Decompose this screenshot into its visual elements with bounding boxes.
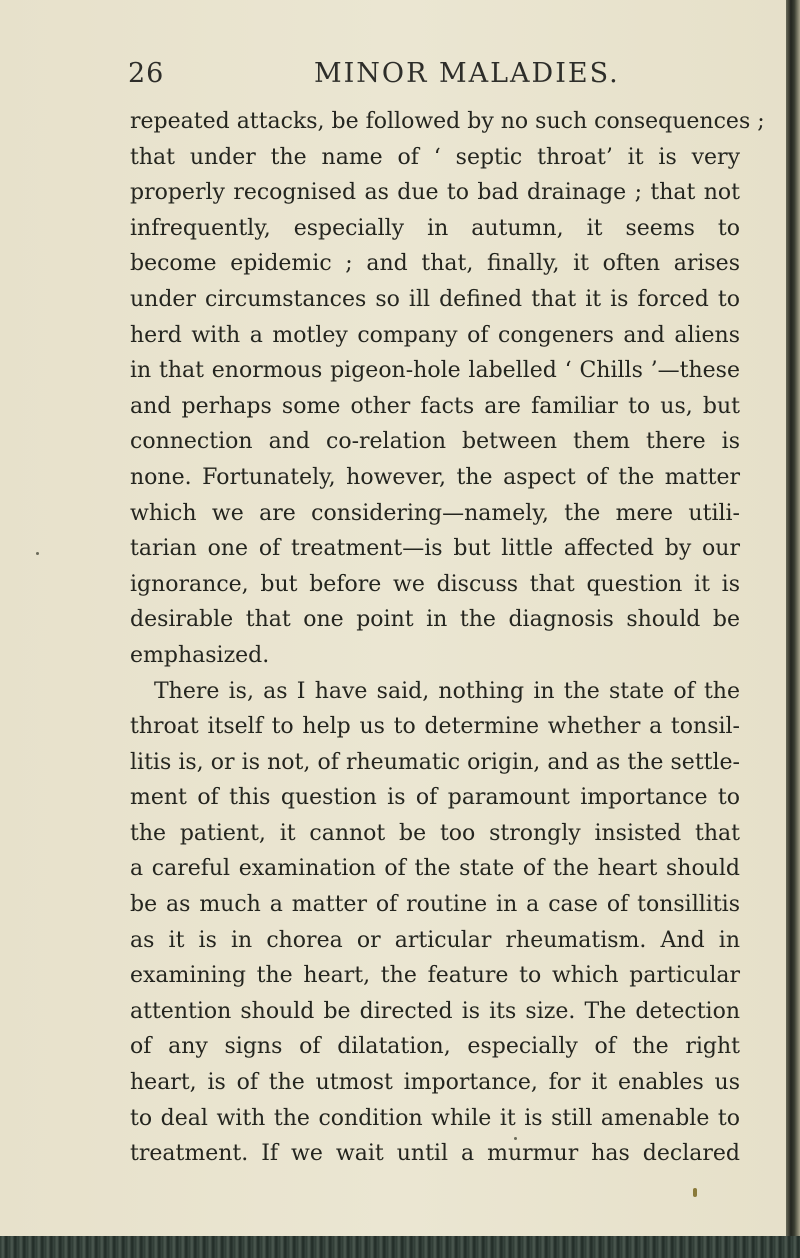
text-line: herd with a motley company of congeners and aliens xyxy=(130,322,740,348)
text-line: properly recognised as due to bad drainage ; that not xyxy=(130,180,740,206)
text-line: connection and co-relation between them there is xyxy=(130,429,740,455)
text-line: tarian one of treatment—is but little affected by our xyxy=(130,536,740,562)
text-line: be as much a matter of routine in a case of tonsillitis xyxy=(130,892,740,918)
text-line: examining the heart, the feature to which particular xyxy=(130,963,740,989)
text-line: emphasized. xyxy=(130,642,270,668)
page-header xyxy=(128,58,738,102)
text-line: as it is in chorea or articular rheumatism. And in xyxy=(130,927,740,953)
text-line: and perhaps some other facts are familiar to us, but xyxy=(130,393,740,419)
text-line: under circumstances so ill defined that it is forced to xyxy=(130,286,740,312)
text-line: attention should be directed is its size. The detection xyxy=(130,998,740,1024)
text-line: in that enormous pigeon-hole labelled ‘ Chills ’—these xyxy=(130,358,740,384)
text-line: of any signs of dilatation, especially of the right xyxy=(130,1034,740,1060)
text-line: that under the name of ‘ septic throat’ it is very xyxy=(130,144,740,170)
paper-speck xyxy=(693,1188,697,1197)
paper-speck xyxy=(36,552,39,555)
text-line: heart, is of the utmost importance, for it enables us xyxy=(130,1070,740,1096)
text-line: a careful examination of the state of the heart should xyxy=(130,856,740,882)
text-line: ment of this question is of paramount importance to xyxy=(130,785,740,811)
paper-speck xyxy=(514,1137,517,1140)
text-line: desirable that one point in the diagnosis should be xyxy=(130,607,740,633)
bottom-edge xyxy=(0,1236,800,1258)
running-title: MINOR MALADIES. xyxy=(314,58,620,89)
text-line: There is, as I have said, nothing in the state of the xyxy=(154,678,740,704)
text-line: to deal with the condition while it is still amenable to xyxy=(130,1105,740,1131)
text-line: which we are considering—namely, the mere utili- xyxy=(130,500,740,526)
body-text xyxy=(130,104,765,1172)
text-line: none. Fortunately, however, the aspect of the matter xyxy=(130,464,740,490)
text-line: become epidemic ; and that, finally, it often arises xyxy=(130,251,740,277)
text-line: treatment. If we wait until a murmur has declared xyxy=(130,1141,740,1167)
text-line: ignorance, but before we discuss that question it is xyxy=(130,571,740,597)
page-edge xyxy=(786,0,800,1258)
text-line: repeated attacks, be followed by no such consequences ; xyxy=(130,109,765,134)
text-line: litis is, or is not, of rheumatic origin, and as the settle- xyxy=(130,749,740,775)
text-line: infrequently, especially in autumn, it seems to xyxy=(130,215,740,241)
text-line: the patient, it cannot be too strongly insisted that xyxy=(130,820,740,846)
page-number: 26 xyxy=(128,58,165,89)
text-line: throat itself to help us to determine whether a tonsil- xyxy=(130,714,740,740)
